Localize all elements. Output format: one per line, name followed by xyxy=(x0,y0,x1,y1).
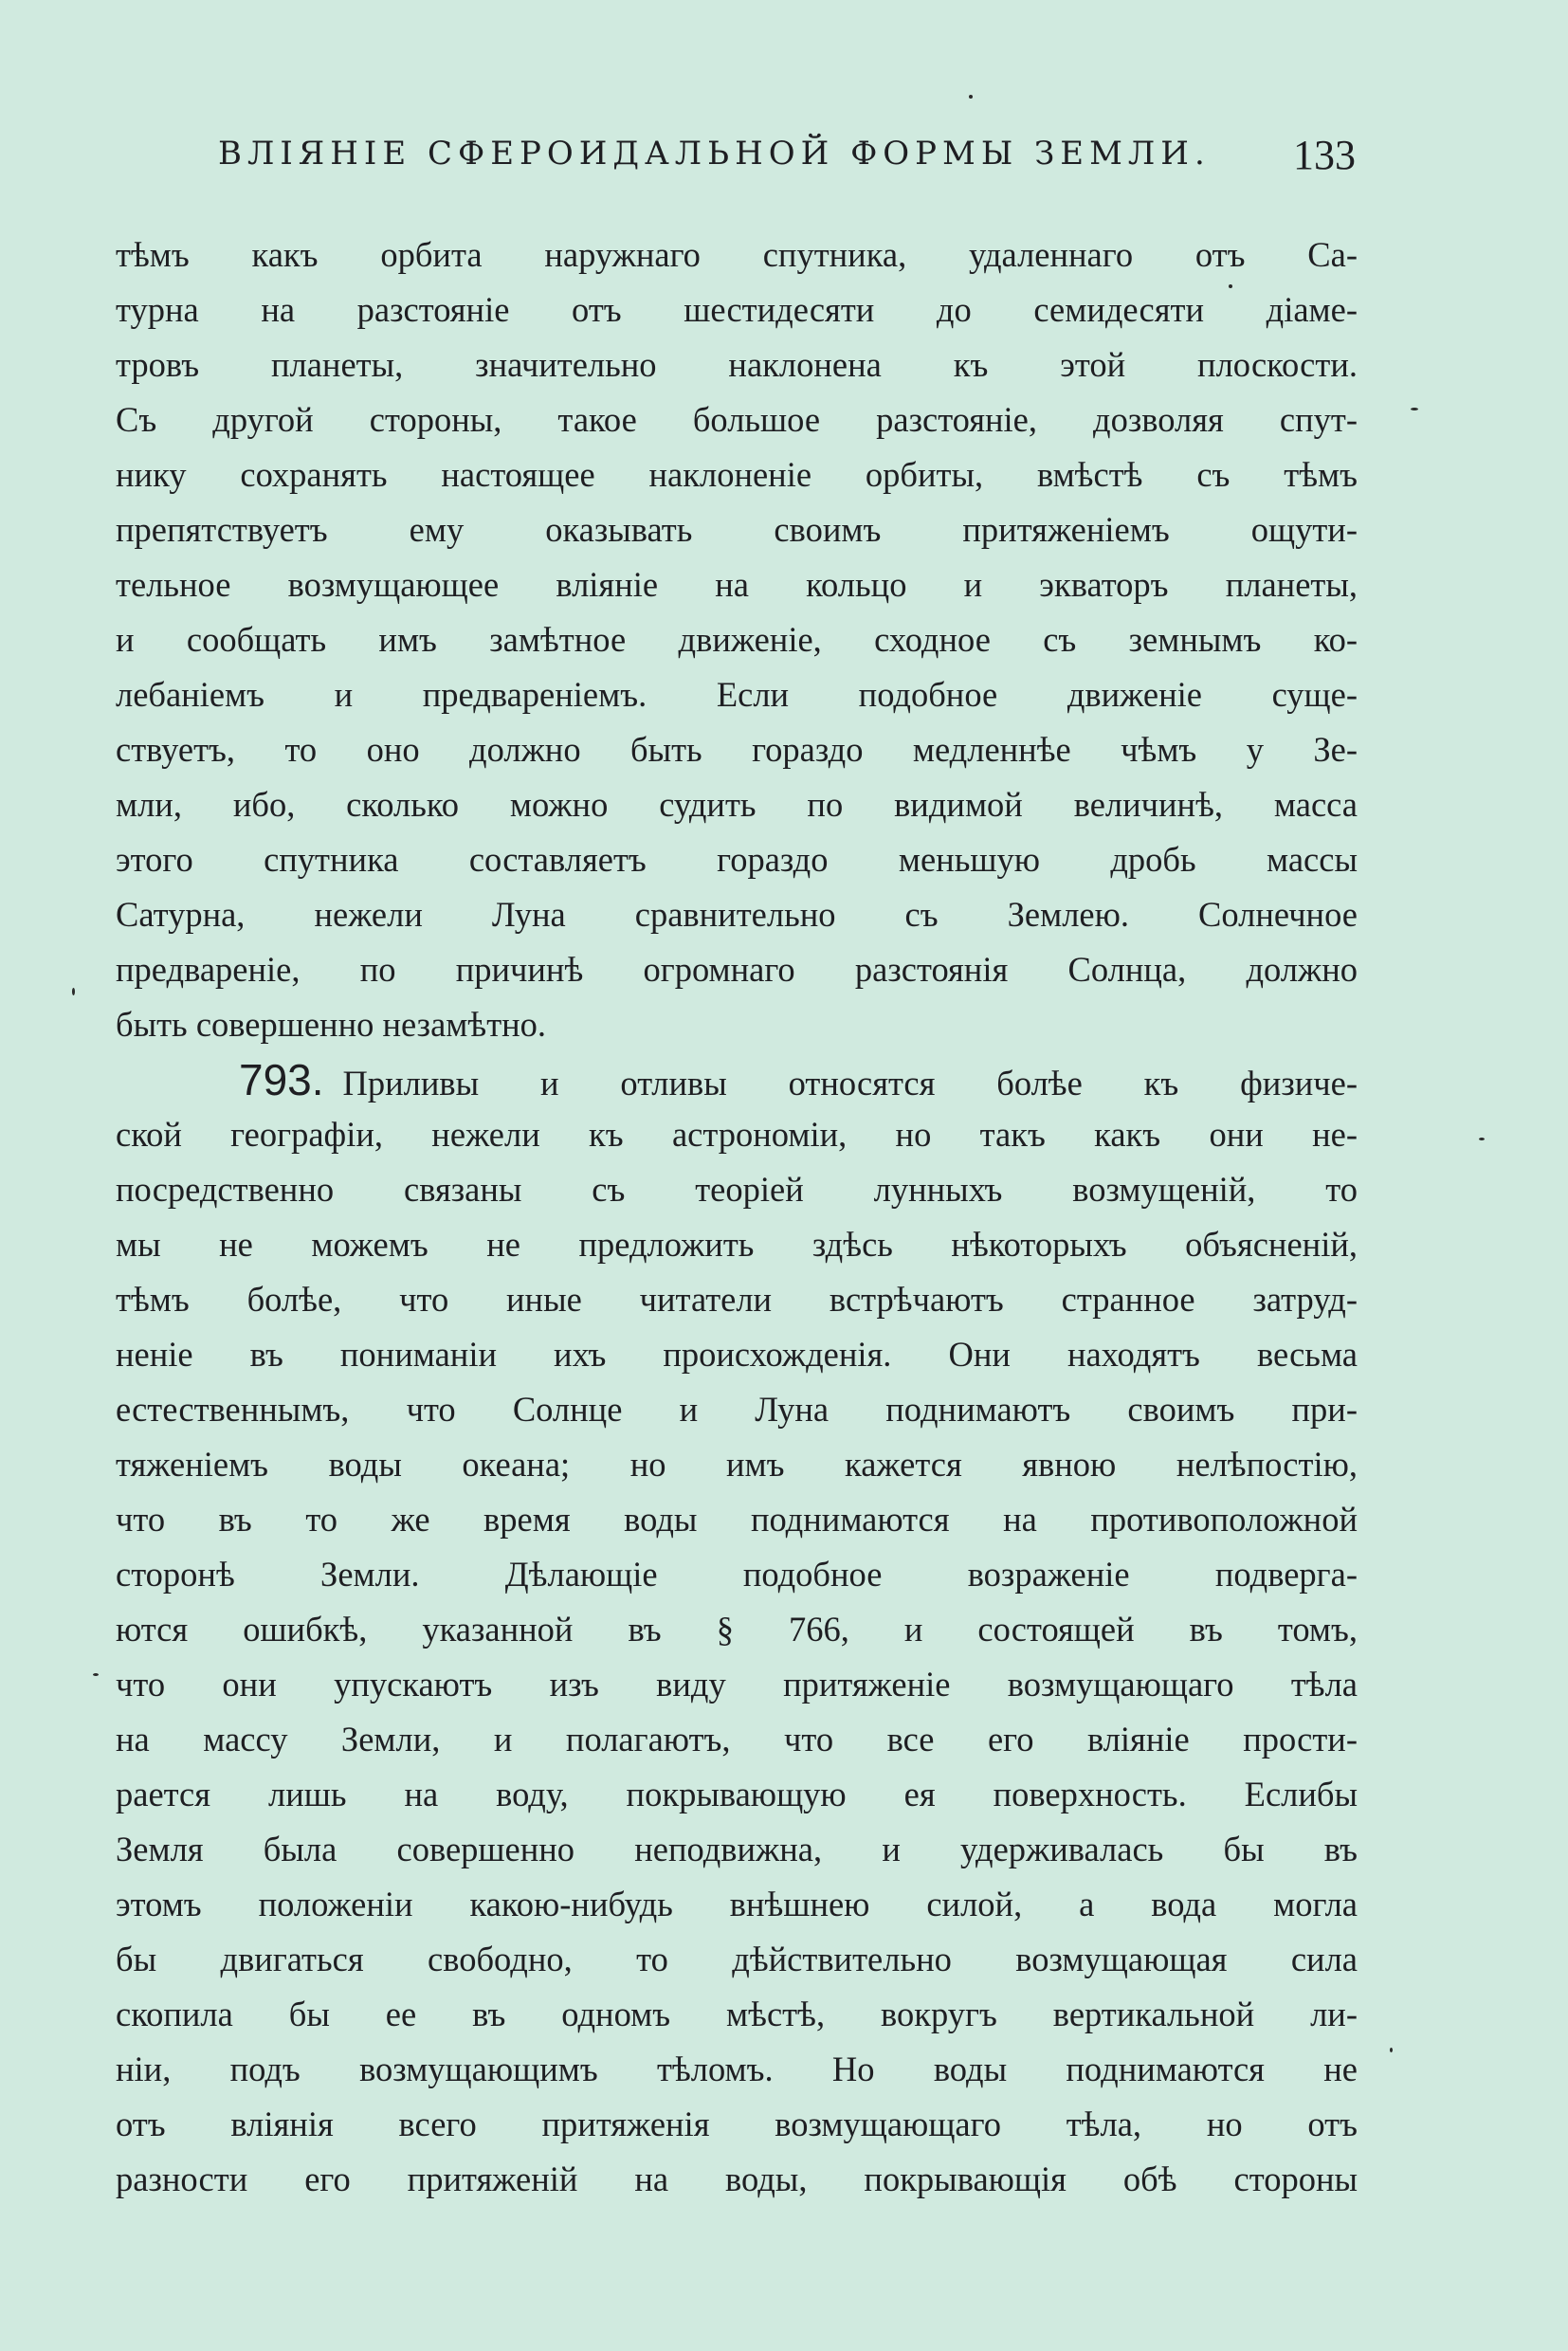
text-line: мы не можемъ не предложить здѣсь нѣкоторыхъ объясненій, xyxy=(116,1225,1358,1264)
text-line: тельное возмущающее вліяніе на кольцо и экваторъ планеты, xyxy=(116,565,1358,604)
text-line: ются ошибкѣ, указанной въ § 766, и состоящей въ томъ, xyxy=(116,1610,1358,1649)
text-line: этомъ положеніи какою-нибудь внѣшнею силой, а вода могла xyxy=(116,1885,1358,1923)
text-line: рается лишь на воду, покрывающую ея поверхность. Еслибы xyxy=(116,1775,1358,1813)
print-speck xyxy=(1390,2048,1393,2052)
text-line: на массу Земли, и полагаютъ, что все его вліяніе прости- xyxy=(116,1720,1358,1759)
text-line: бы двигаться свободно, то дѣйствительно возмущающая сила xyxy=(116,1940,1358,1978)
text-line: нику сохранять настоящее наклоненіе орбиты, вмѣстѣ съ тѣмъ xyxy=(116,455,1358,494)
print-speck xyxy=(72,988,75,995)
text-line: что въ то же время воды поднимаются на противоположной xyxy=(116,1500,1358,1539)
section-number: 793. xyxy=(239,1055,324,1104)
text-line: неніе въ пониманіи ихъ происхожденія. Они находятъ весьма xyxy=(116,1335,1358,1374)
body-text xyxy=(116,228,1358,2207)
print-speck xyxy=(93,1673,99,1676)
text-line: тѣмъ какъ орбита наружнаго спутника, удаленнаго отъ Са- xyxy=(116,235,1358,274)
print-speck xyxy=(1411,408,1418,410)
print-speck xyxy=(1479,1138,1485,1140)
running-head xyxy=(218,132,1356,182)
text-line: этого спутника составляетъ гораздо меньшую дробь массы xyxy=(116,840,1358,879)
text-line: тяженіемъ воды океана; но имъ кажется явною нелѣпостію, xyxy=(116,1445,1358,1484)
text-line: отъ вліянія всего притяженія возмущающаго тѣла, но отъ xyxy=(116,2105,1358,2143)
text-line: и сообщать имъ замѣтное движеніе, сходное съ земнымъ ко- xyxy=(116,620,1358,659)
text-line: лебаніемъ и предвареніемъ. Если подобное движеніе суще- xyxy=(116,675,1358,714)
text-line: предвареніе, по причинѣ огромнаго разстоянія Солнца, должно xyxy=(116,950,1358,989)
print-speck xyxy=(1229,284,1232,288)
text-line: Земля была совершенно неподвижна, и удерживалась бы въ xyxy=(116,1830,1358,1868)
text-line: ской географіи, нежели къ астрономіи, но такъ какъ они не- xyxy=(116,1115,1358,1154)
text-line: Сатурна, нежели Луна сравнительно съ Землею. Солнечное xyxy=(116,895,1358,934)
section-first-line-text: Приливы и отливы относятся болѣе къ физиче- xyxy=(342,1064,1358,1103)
text-line: Съ другой стороны, такое большое разстояніе, дозволяя спут- xyxy=(116,400,1358,439)
text-line: естественнымъ, что Солнце и Луна поднимаютъ своимъ при- xyxy=(116,1390,1358,1429)
text-line: посредственно связаны съ теоріей лунныхъ возмущеній, то xyxy=(116,1170,1358,1209)
page-number: 133 xyxy=(1293,132,1356,178)
text-line: ствуетъ, то оно должно быть гораздо медленнѣе чѣмъ у Зе- xyxy=(116,730,1358,769)
text-line: ніи, подъ возмущающимъ тѣломъ. Но воды поднимаются не xyxy=(116,2050,1358,2088)
text-line: препятствуетъ ему оказывать своимъ притяженіемъ ощути- xyxy=(116,510,1358,549)
text-line: сторонѣ Земли. Дѣлающіе подобное возраженіе подверга- xyxy=(116,1555,1358,1594)
text-line: скопила бы ее въ одномъ мѣстѣ, вокругъ вертикальной ли- xyxy=(116,1995,1358,2033)
running-title: ВЛІЯНІЕ СФЕРОИДАЛЬНОЙ ФОРМЫ ЗЕМЛИ. xyxy=(218,135,1211,173)
text-line: мли, ибо, сколько можно судить по видимой величинѣ, масса xyxy=(116,785,1358,824)
print-speck xyxy=(969,95,973,99)
text-line: быть совершенно незамѣтно. xyxy=(116,1005,547,1044)
text-line: турна на разстояніе отъ шестидесяти до семидесяти діаме- xyxy=(116,290,1358,329)
text-line: тѣмъ болѣе, что иные читатели встрѣчаютъ странное затруд- xyxy=(116,1280,1358,1319)
text-line: что они упускаютъ изъ виду притяженіе возмущающаго тѣла xyxy=(116,1665,1358,1704)
section-first-line xyxy=(116,1052,1358,1107)
text-line: разности его притяженій на воды, покрывающія обѣ стороны xyxy=(116,2160,1358,2198)
text-line: тровъ планеты, значительно наклонена къ этой плоскости. xyxy=(116,345,1358,384)
